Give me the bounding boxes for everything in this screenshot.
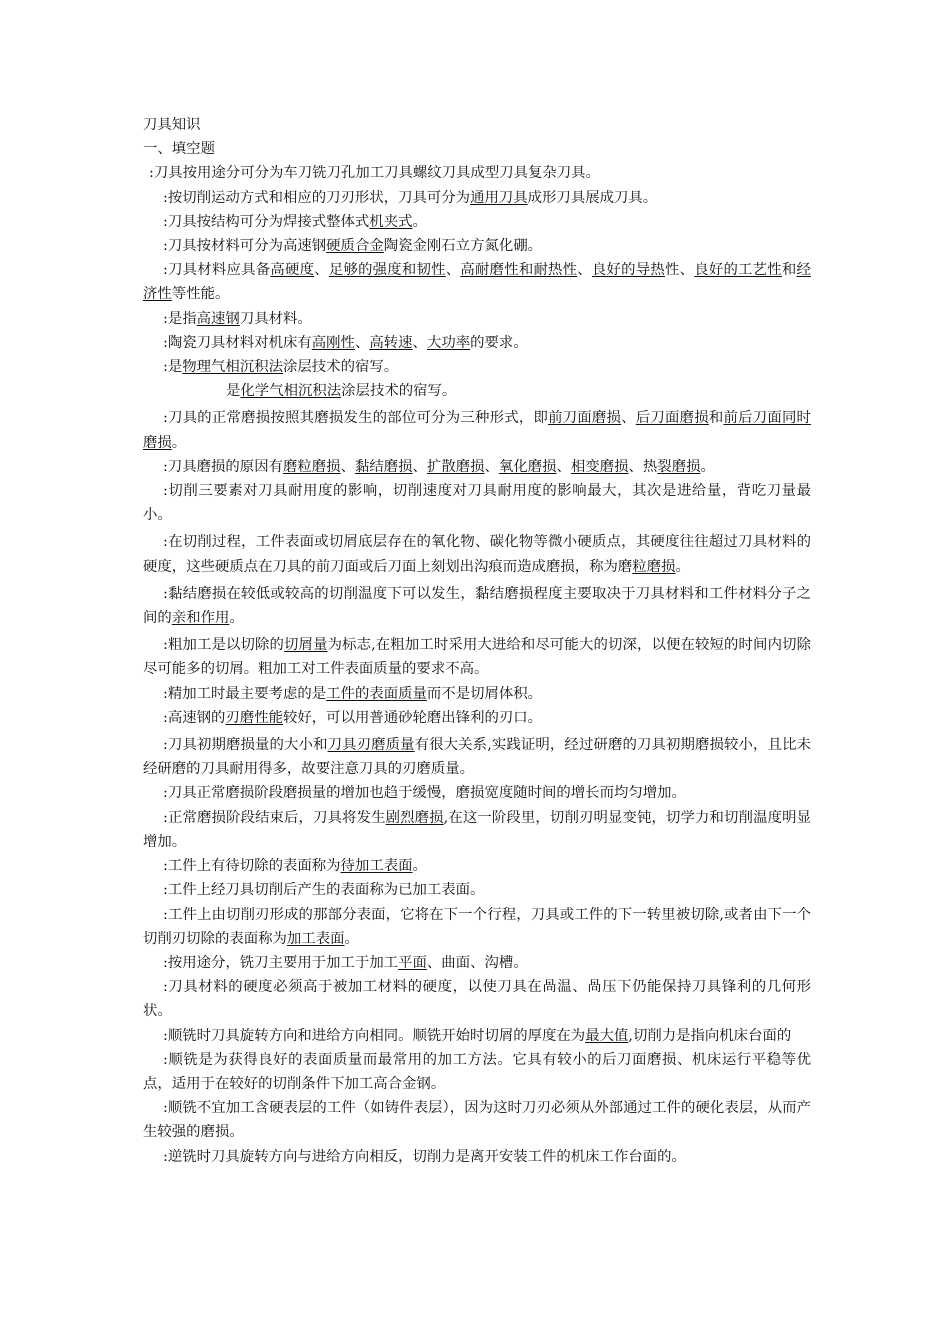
- question-paragraph: [143, 479, 811, 527]
- question-paragraph: [143, 706, 811, 730]
- question-text: :工件上经刀具切削后产生的表面称为已加工表面。: [163, 882, 485, 899]
- answer-underline: 足够的强度和韧性: [328, 262, 446, 279]
- question-paragraph: [143, 903, 811, 951]
- answer-underline: 后刀面磨损: [635, 410, 709, 427]
- question-text: 。: [412, 858, 427, 875]
- answer-underline: 黏结磨损: [354, 458, 413, 475]
- question-text: :刀具材料应具备: [163, 262, 271, 279]
- question-text: 。: [229, 610, 244, 627]
- answer-underline: 大功率: [426, 334, 471, 351]
- question-text: ,切削力是指向机床台面的: [628, 1027, 792, 1044]
- question-text: 陶瓷金刚石立方氮化硼。: [383, 238, 543, 255]
- question-text: :刀具按材料可分为高速钢: [163, 238, 327, 255]
- question-text: 。: [344, 930, 359, 947]
- question-paragraph: [143, 161, 811, 185]
- question-text: :粗加工是以切除的: [163, 637, 285, 654]
- section-heading: 一、填空题: [143, 141, 215, 158]
- question-text: 涂层技术的宿写。: [341, 383, 457, 400]
- question-text: :刀具材料的硬度必须高于被加工材料的硬度，以使刀具在咼温、咼压下仍能保持刀具锋利的几何形状。: [143, 979, 811, 1020]
- answer-underline: 高转速: [369, 334, 413, 351]
- question-text: :在切削过程，工件表面或切屑底层存在的氧化物、碳化物等微小硬质点，其硬度往往超过刀具材料的硬度，这些硬质点在刀具的前刀面或后刀面上刻划出沟痕而造成磨损，称为磨: [143, 534, 811, 575]
- question-text: :黏结磨损在较低或较高的切削温度下可以发生，黏结磨损程度主要取决于刀具材料和工件材料分子之间的: [143, 585, 811, 627]
- question-text: :是: [163, 359, 183, 376]
- answer-underline: 硬质合金: [326, 238, 384, 255]
- question-paragraph: [143, 878, 811, 902]
- question-text: 、: [484, 458, 499, 475]
- question-text: 、: [340, 458, 355, 475]
- answer-underline: 扩散磨损: [426, 458, 485, 475]
- question-text: :逆铣时刀具旋转方向与进给方向相反，切削力是离开安装工件的机床工作台面的。: [163, 1148, 686, 1165]
- question-paragraph: [143, 682, 811, 706]
- answer-underline: 高刚性: [311, 334, 355, 351]
- question-text: 、: [577, 262, 592, 279]
- question-text: :刀具按用途分可分为车刀铣刀孔加工刀具螺纹刀具成型刀具复杂刀具。: [149, 165, 600, 182]
- question-text: :工件上由切削刃形成的那部分表面，它将在下一个行程，刀具或工件的下一转里被切除,或者由下一个切削刃切除的表面称为: [143, 906, 811, 947]
- question-paragraph: [143, 582, 811, 630]
- question-paragraph: [143, 186, 811, 210]
- question-text: :按切削运动方式和相应的刀刃形状，刀具可分为: [163, 189, 471, 206]
- answer-underline: 裂磨损: [657, 458, 701, 475]
- answer-underline: 待加工表面: [340, 858, 413, 875]
- answer-underline: 相变磨损: [570, 458, 629, 475]
- question-paragraph: [143, 406, 811, 454]
- question-text: 是: [226, 383, 241, 400]
- question-text: :工件上有待切除的表面称为: [163, 858, 341, 875]
- question-text: :按用途分，铣刀主要用于加工于加工: [163, 954, 399, 971]
- answer-underline: 良好的工艺性: [694, 262, 782, 279]
- question-paragraph: [143, 1024, 811, 1048]
- question-text: :顺铣时刀具旋转方向和进给方向相同。顺铣开始时切屑的厚度在为: [163, 1027, 586, 1044]
- question-paragraph: [143, 733, 811, 781]
- question-text: 、: [445, 262, 461, 279]
- answer-underline: 工件的表面质量: [326, 685, 427, 702]
- answer-underline: 高硬度: [270, 262, 315, 279]
- question-paragraph: [143, 455, 811, 479]
- question-text: 、: [354, 334, 370, 351]
- question-text: 、: [412, 334, 427, 351]
- question-text: 性、: [664, 262, 695, 279]
- answer-underline: 磨粒磨损: [282, 458, 341, 475]
- question-text: 有很大关系,实践证明，经过研磨的刀具初期磨损较小，且比未经研磨的刀具耐用得多，故要注意刀具的刃磨质量。: [143, 737, 811, 778]
- question-text: 。: [675, 558, 690, 575]
- question-paragraph: [143, 258, 811, 306]
- question-paragraph: [143, 1096, 811, 1144]
- question-text: 、: [621, 410, 636, 427]
- question-text: 、: [556, 458, 571, 475]
- answer-underline: 机夹式: [369, 213, 413, 230]
- answer-underline: 亲和作用: [171, 610, 230, 627]
- question-paragraph: [143, 854, 811, 878]
- question-text: 。: [171, 434, 187, 451]
- question-text: 、: [412, 458, 427, 475]
- answer-underline: 前后刀面同时磨损: [143, 410, 811, 451]
- question-text: 、热: [628, 458, 658, 475]
- question-paragraph: [143, 355, 811, 379]
- question-paragraph: [143, 951, 811, 975]
- question-text: 、: [314, 262, 329, 279]
- answer-underline: 切屑量: [284, 637, 328, 654]
- question-text: :是指: [163, 310, 197, 327]
- question-paragraph: [143, 530, 811, 578]
- answer-underline: 化学气相沉积法: [240, 383, 342, 400]
- question-paragraph: [143, 1048, 811, 1096]
- question-text: 和: [781, 262, 797, 279]
- question-paragraph: [143, 379, 811, 403]
- question-paragraph: [143, 806, 811, 854]
- question-paragraph: [143, 781, 811, 805]
- question-text: 成形刀具展成刀具。: [527, 189, 658, 206]
- question-paragraph: [143, 633, 811, 681]
- question-text: :顺铣不宜加工含硬表层的工件（如铸件表层），因为这时刀刃必须从外部通过工件的硬化表层，从而产生较强的磨损。: [143, 1100, 811, 1141]
- question-text: :精加工时最主要考虑的是: [163, 685, 327, 702]
- question-text: 和: [708, 410, 724, 427]
- answer-underline: 高耐磨性和耐热性: [460, 262, 578, 279]
- question-text: :刀具的正常磨损按照其磨损发生的部位可分为三种形式，即: [163, 410, 549, 427]
- question-text: 。: [700, 458, 715, 475]
- answer-underline: 刃磨性能: [225, 709, 283, 726]
- answer-underline: 最大值: [585, 1027, 629, 1044]
- question-text: :刀具磨损的原因有: [163, 458, 283, 475]
- answer-underline: 通用刀具: [470, 189, 528, 206]
- question-paragraph: [143, 234, 811, 258]
- answer-underline: 高速钢: [196, 310, 240, 327]
- answer-underline: 良好的导热: [591, 262, 665, 279]
- answer-underline: 经济性: [143, 262, 811, 303]
- question-text: 、曲面、沟槽。: [426, 954, 528, 971]
- answer-underline: 剧烈磨损: [385, 809, 444, 826]
- question-text: 为标志,在粗加工时采用大进给和尽可能大的切深，以便在较短的时间内切除尽可能多的切屑。粗加工对工件表面质量的要求不高。: [143, 637, 811, 678]
- question-paragraph: [143, 975, 811, 1023]
- question-text: 刀具材料。: [239, 310, 312, 327]
- question-text: :顺铣是为获得良好的表面质量而最常用的加工方法。它具有较小的后刀面磨损、机床运行平稳等优点，适用于在较好的切削条件下加工高合金钢。: [143, 1051, 811, 1092]
- answer-underline: 平面: [398, 954, 427, 971]
- question-text: 。: [412, 213, 427, 230]
- question-paragraph: [143, 307, 811, 331]
- answer-underline: 氧化磨损: [498, 458, 557, 475]
- paragraph-list: [143, 161, 811, 1168]
- question-text: :切削三要素对刀具耐用度的影响，切削速度对刀具耐用度的影响最大，其次是进给量，背吃刀量最小。: [143, 483, 811, 524]
- question-text: :刀具按结构可分为焊接式整体式: [163, 213, 370, 230]
- question-text: 等性能。: [171, 286, 230, 303]
- question-text: 较好，可以用普通砂轮磨出锋利的刃口。: [283, 709, 543, 726]
- question-paragraph: [143, 331, 811, 355]
- question-text: 的要求。: [470, 334, 528, 351]
- answer-underline: 前刀面磨损: [548, 410, 622, 427]
- answer-underline: 粒磨损: [632, 558, 676, 575]
- question-text: :刀具初期磨损量的大小和: [163, 737, 328, 754]
- answer-underline: 物理气相沉积法: [182, 359, 283, 376]
- answer-underline: 加工表面: [286, 930, 345, 947]
- question-text: :陶瓷刀具材料对机床有: [163, 334, 312, 351]
- document-title: 刀具知识: [143, 117, 201, 133]
- question-paragraph: [143, 1145, 811, 1169]
- question-text: 而不是切屑体积。: [426, 685, 543, 702]
- question-text: 涂层技术的宿写。: [283, 359, 399, 376]
- question-text: :正常磨损阶段结束后，刀具将发生: [163, 809, 386, 826]
- question-text: :刀具正常磨损阶段磨损量的增加也趋于缓慢，磨损宽度随时间的增长而均匀增加。: [163, 785, 686, 802]
- answer-underline: 刀具刃磨质量: [327, 737, 415, 754]
- document-body: [143, 113, 811, 1169]
- question-text: ,在这一阶段里，切削刃明显变钝，切学力和切削温度明显增加。: [143, 809, 811, 850]
- question-paragraph: [143, 210, 811, 234]
- question-text: :高速钢的: [163, 709, 226, 726]
